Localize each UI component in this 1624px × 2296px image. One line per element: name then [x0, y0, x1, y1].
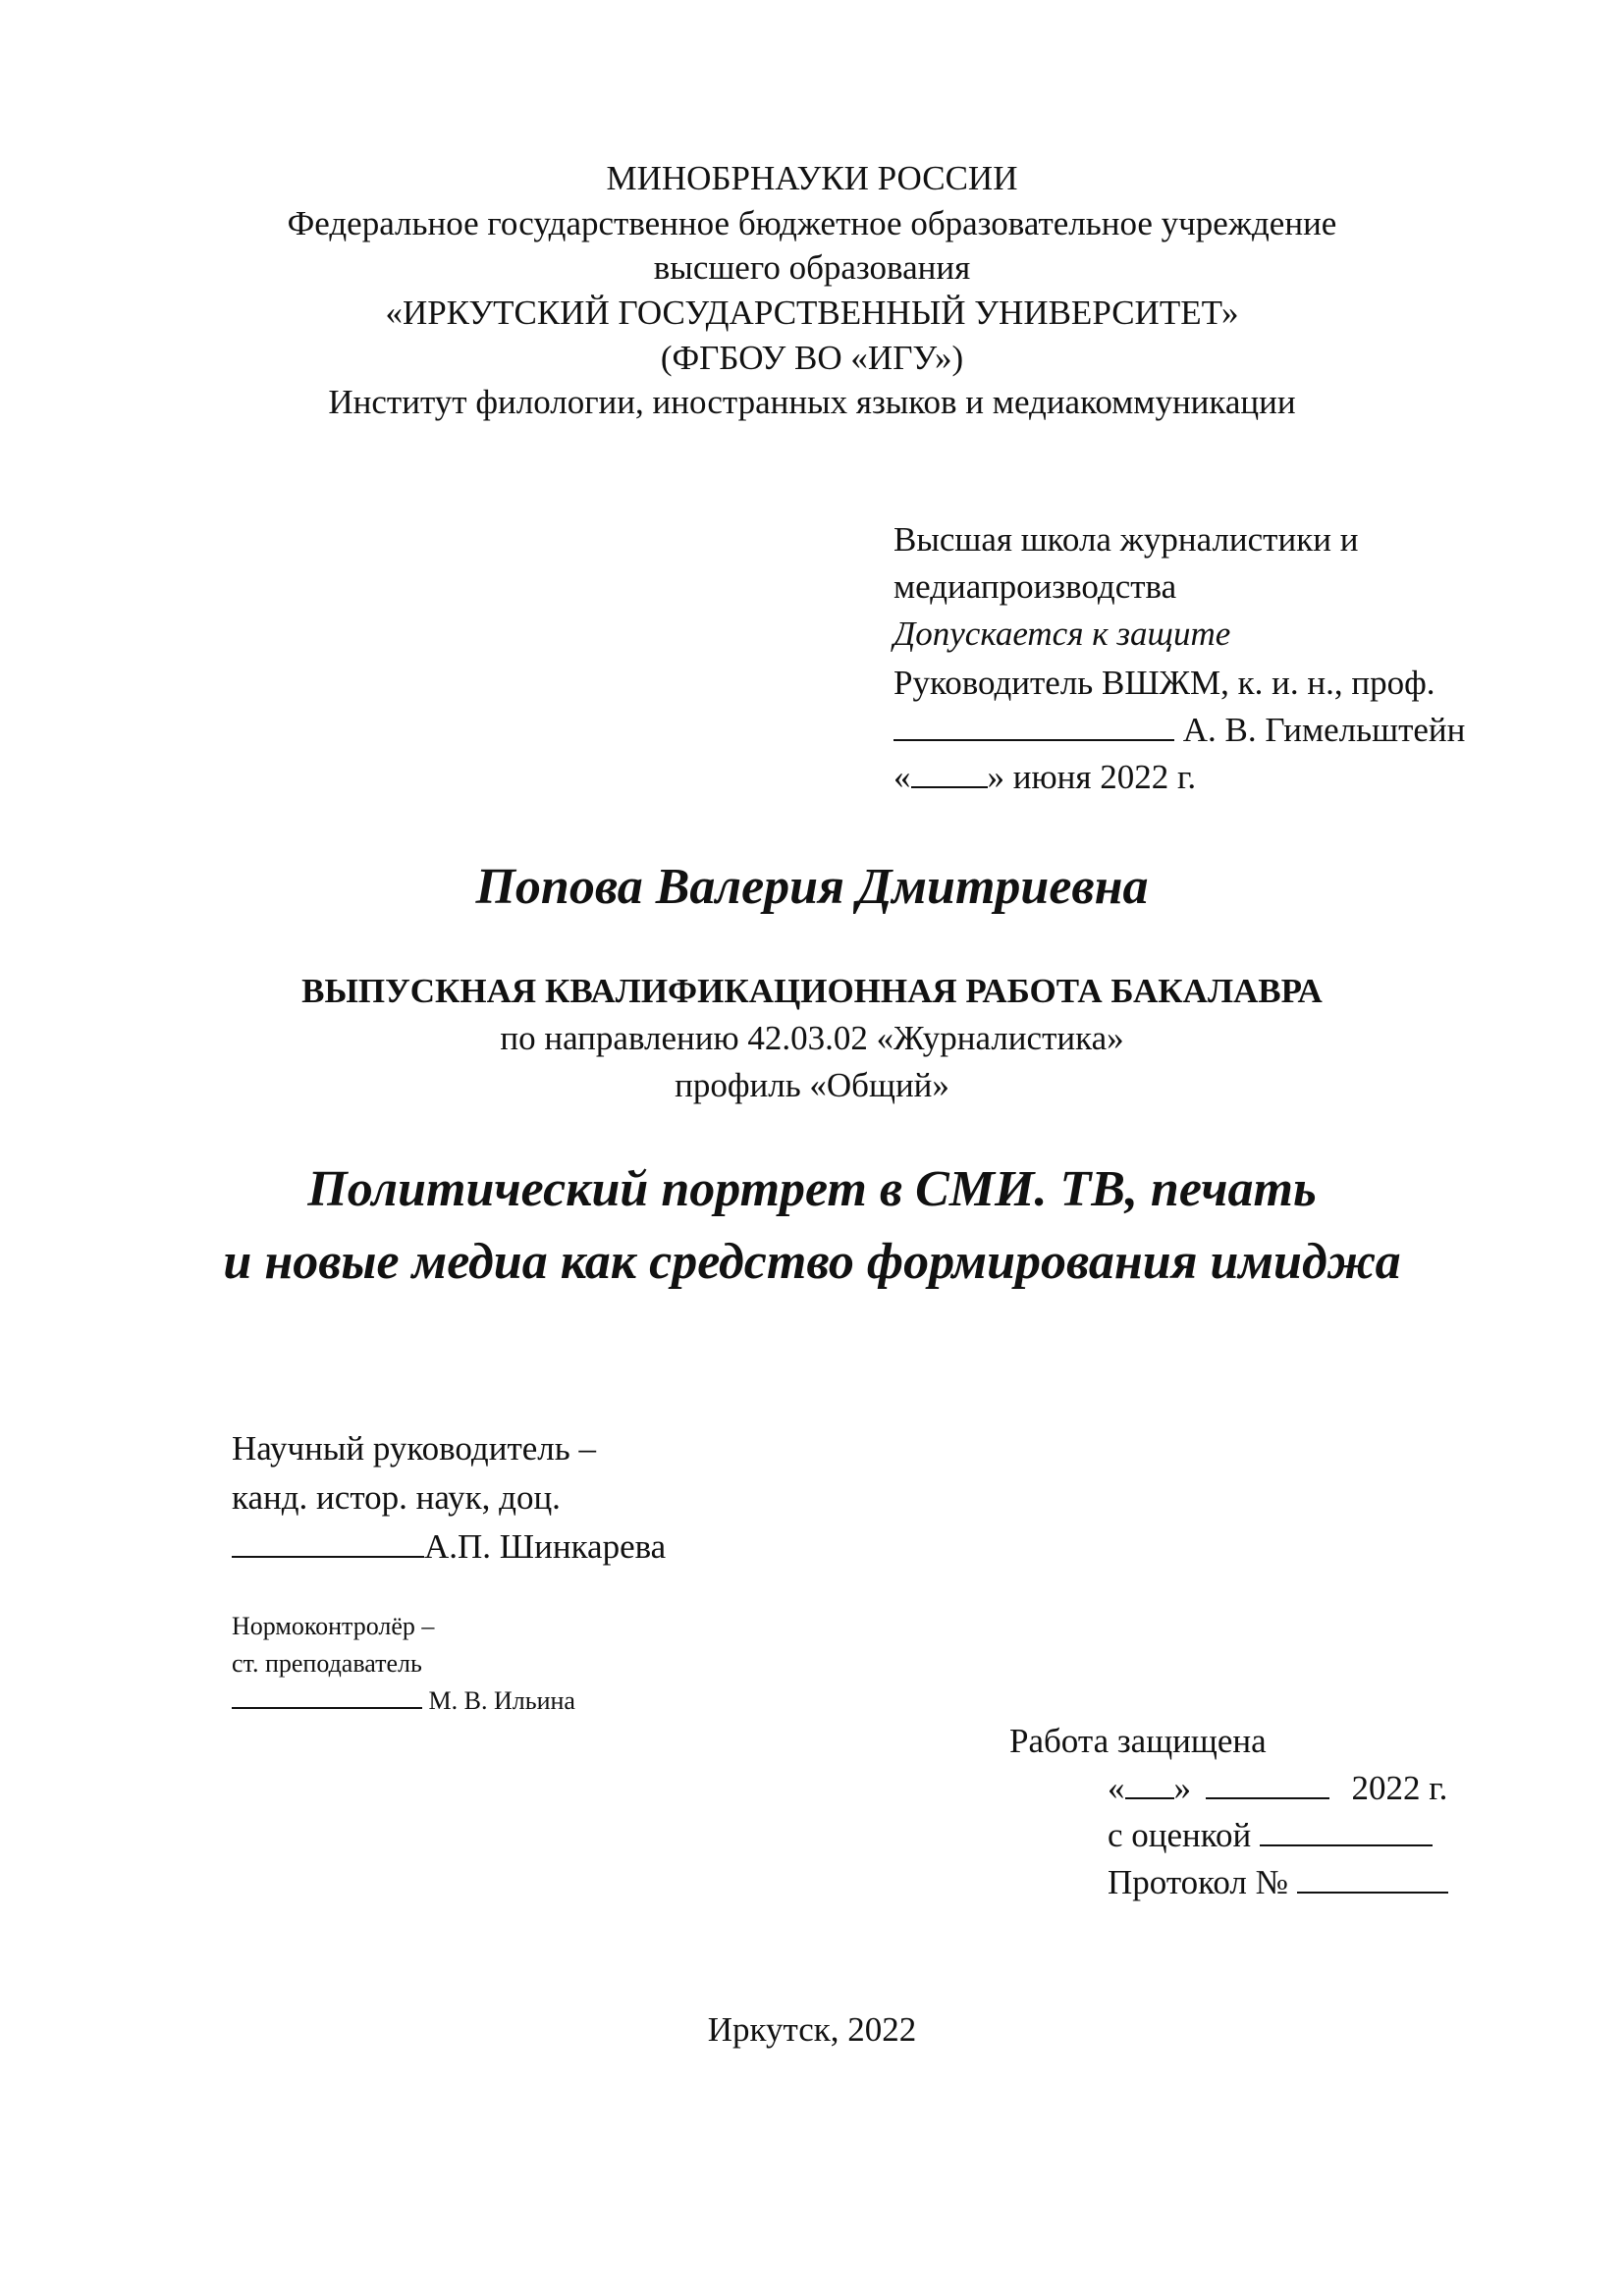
normcontrol-position: ст. преподаватель — [232, 1649, 422, 1678]
day-blank — [911, 785, 988, 788]
approval-date-line — [893, 760, 1196, 794]
supervisor-name: А.П. Шинкарева — [424, 1527, 667, 1566]
grade-blank — [1260, 1843, 1433, 1846]
supervisor-degree: канд. истор. наук, доц. — [232, 1478, 561, 1517]
protocol-blank — [1297, 1891, 1448, 1894]
school-line-2: медиапроизводства — [893, 567, 1177, 606]
month-blank — [1206, 1796, 1329, 1799]
supervisor-signature-line — [232, 1529, 666, 1564]
city-year: Иркутск, 2022 — [707, 2010, 917, 2049]
ministry-line: МИНОБРНАУКИ РОССИИ — [606, 159, 1018, 197]
institute-line: Институт филологии, иностранных языков и медиакоммуникации — [328, 383, 1296, 421]
head-name: А. В. Гимельштейн — [1182, 711, 1466, 749]
work-direction: по направлению 42.03.02 «Журналистика» — [500, 1019, 1124, 1057]
grade-line — [1108, 1818, 1433, 1852]
grade-label: с оценкой — [1108, 1816, 1252, 1854]
topic-line-1: Политический портрет в СМИ. ТВ, печать — [307, 1161, 1317, 1217]
protocol-label: Протокол № — [1108, 1863, 1289, 1901]
defense-title: Работа защищена — [1009, 1722, 1267, 1760]
defense-year: 2022 г. — [1351, 1769, 1448, 1807]
protocol-line — [1108, 1865, 1448, 1899]
head-signature-line — [893, 713, 1465, 747]
university-short-line: (ФГБОУ ВО «ИГУ») — [660, 339, 964, 377]
work-type: ВЫПУСКНАЯ КВАЛИФИКАЦИОННАЯ РАБОТА БАКАЛАВРА — [301, 972, 1323, 1010]
university-line: «ИРКУТСКИЙ ГОСУДАРСТВЕННЫЙ УНИВЕРСИТЕТ» — [385, 294, 1239, 332]
normcontrol-role: Нормоконтролёр – — [232, 1612, 435, 1640]
admitted-line: Допускается к защите — [893, 614, 1231, 653]
institution-type-line: Федеральное государственное бюджетное образовательное учреждение — [287, 204, 1337, 242]
date-quote-open: « — [893, 758, 911, 796]
day-blank — [1125, 1796, 1174, 1799]
signature-blank — [893, 738, 1174, 741]
normcontrol-name: М. В. Ильина — [428, 1686, 575, 1715]
supervisor-role: Научный руководитель – — [232, 1429, 596, 1468]
author-name: Попова Валерия Дмитриевна — [475, 859, 1149, 915]
head-title-line: Руководитель ВШЖМ, к. и. н., проф. — [893, 664, 1435, 702]
signature-blank — [232, 1706, 422, 1709]
date-quote-close: » — [1173, 1769, 1191, 1807]
school-line-1: Высшая школа журналистики и — [893, 520, 1359, 559]
date-rest: » июня 2022 г. — [987, 758, 1197, 796]
work-profile: профиль «Общий» — [675, 1066, 949, 1104]
education-level-line: высшего образования — [653, 248, 971, 287]
signature-blank — [232, 1555, 424, 1558]
defense-date-line — [1108, 1771, 1447, 1805]
normcontrol-signature-line — [232, 1688, 575, 1714]
date-quote-open: « — [1108, 1769, 1125, 1807]
topic-line-2: и новые медиа как средство формирования имиджа — [223, 1234, 1401, 1290]
